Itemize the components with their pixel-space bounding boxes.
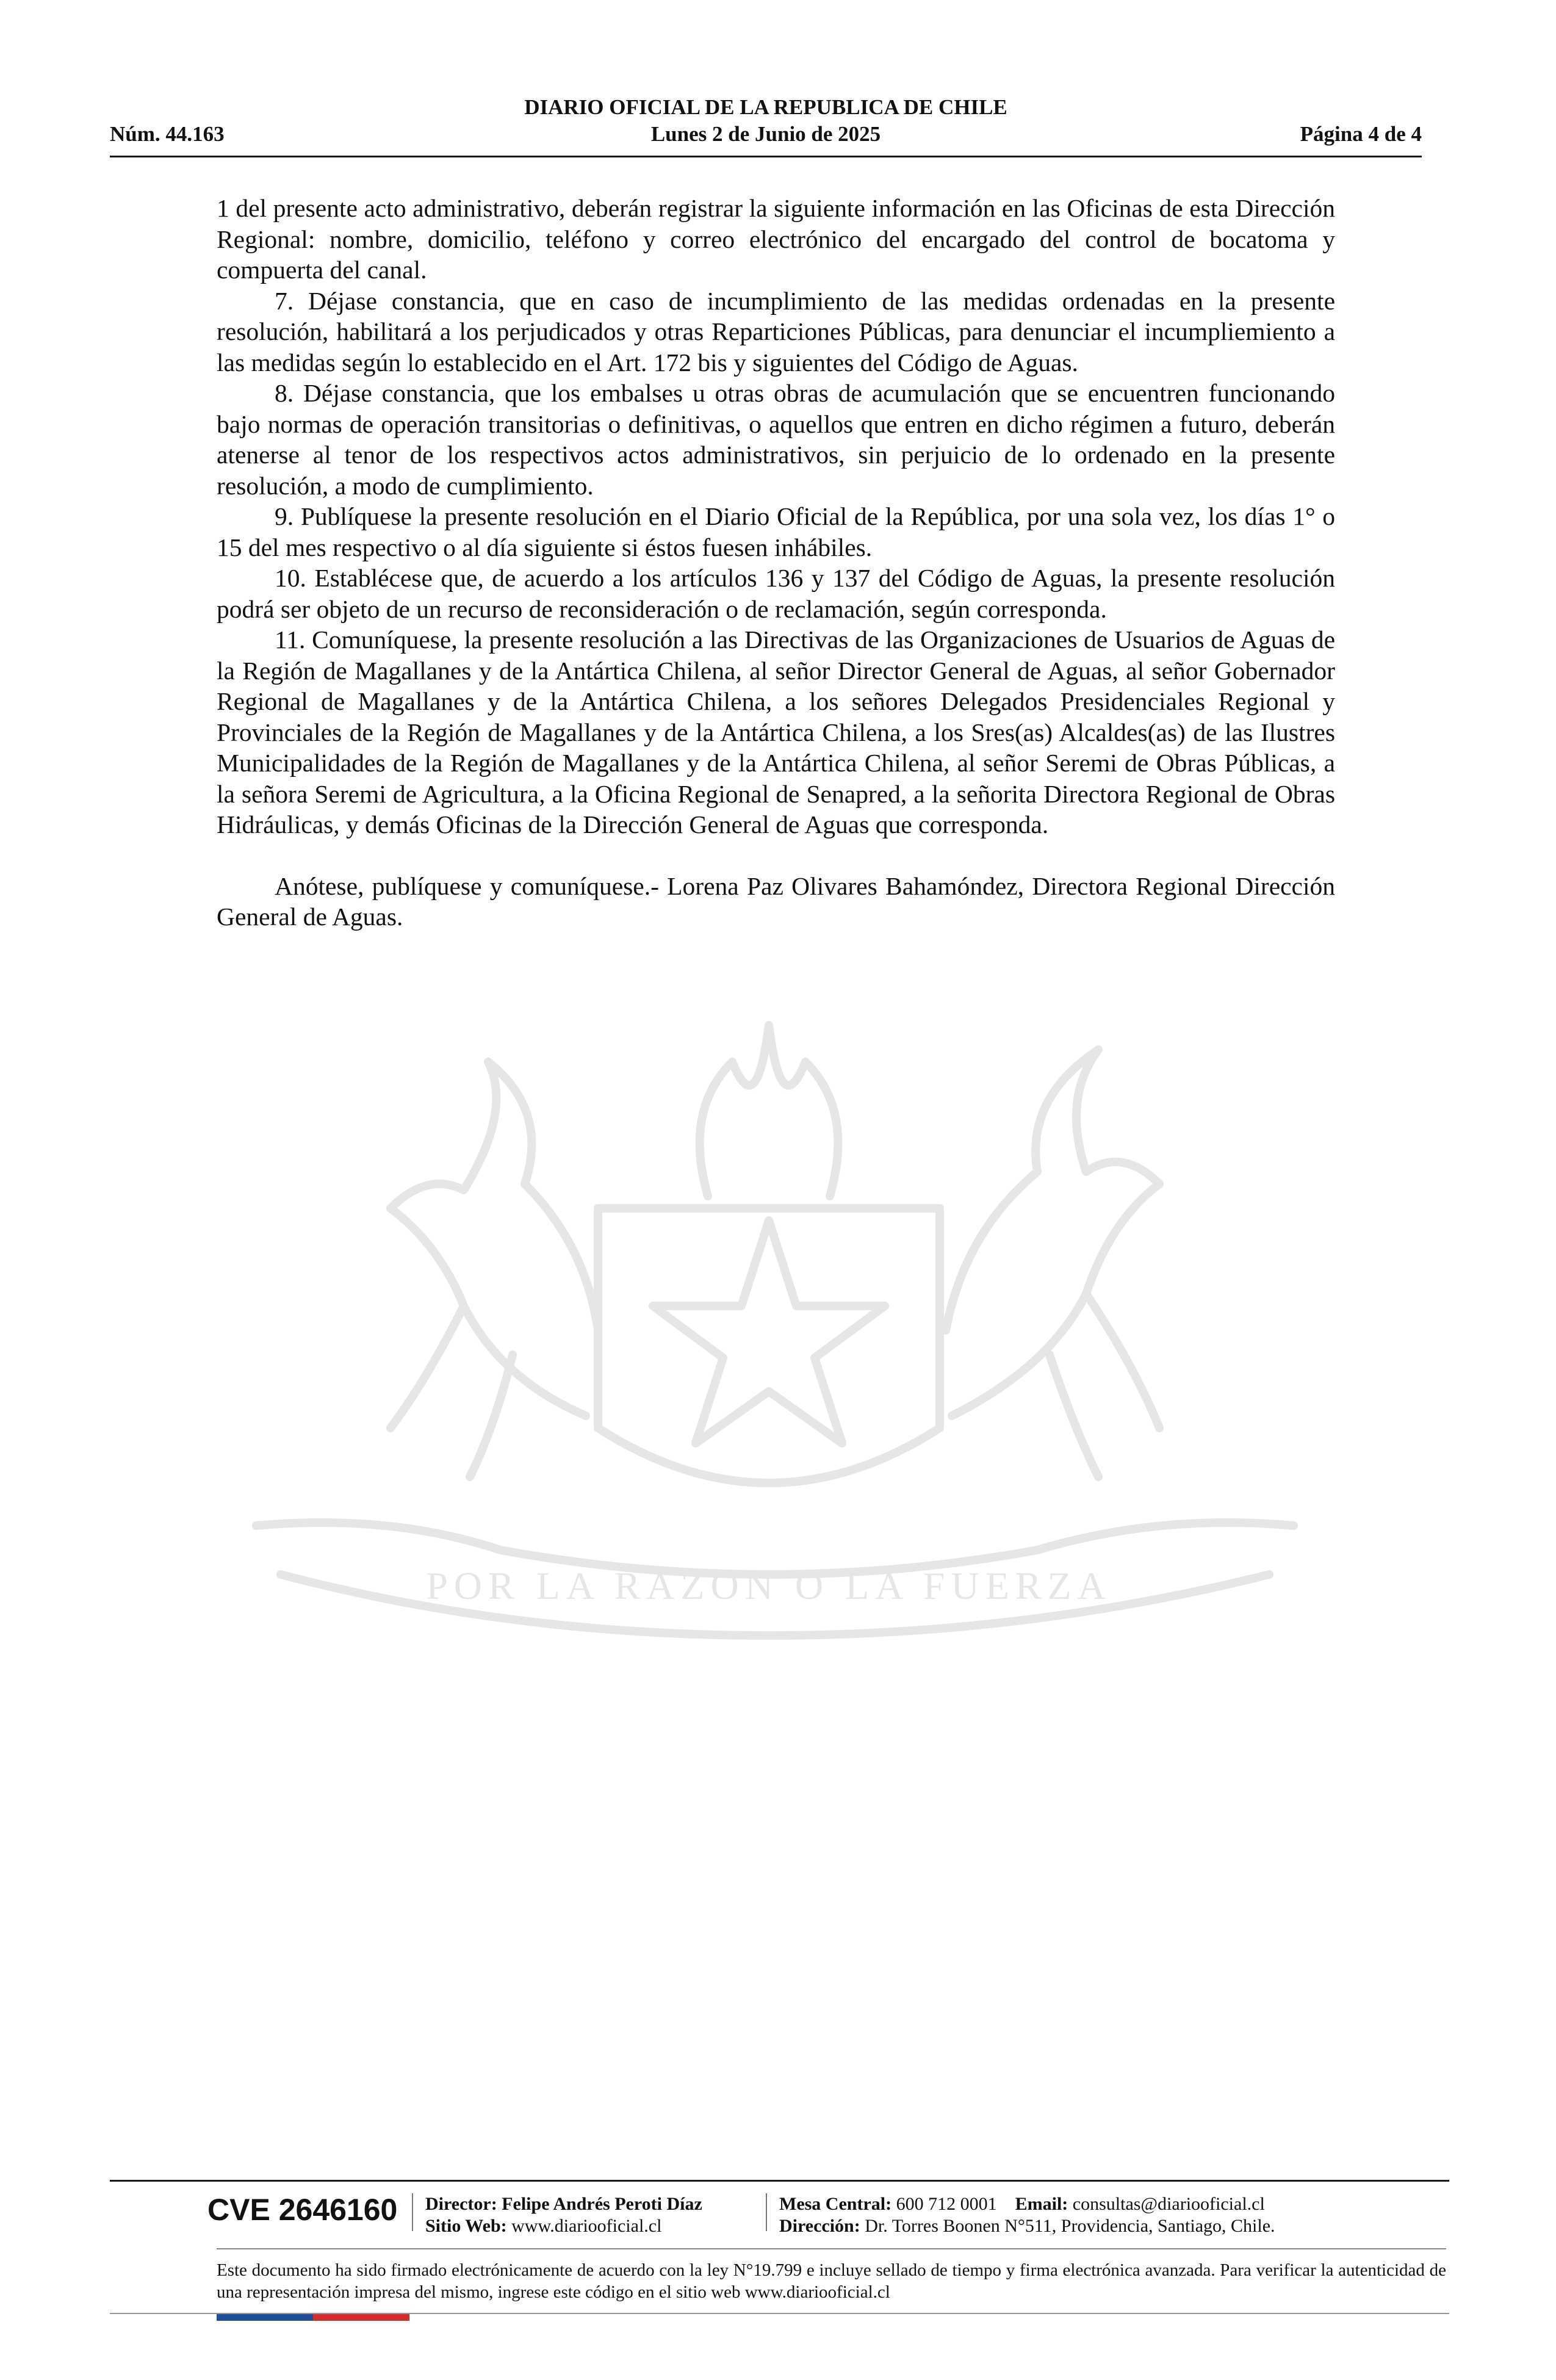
website-label: Sitio Web: <box>425 2216 507 2236</box>
page-indicator: Página 4 de 4 <box>1300 122 1422 146</box>
body-paragraph: 9. Publíquese la presente resolución en el Diario Oficial de la República, por una sola vez, los días 1° o 15 del mes respectivo o al día siguiente si éstos fuesen inhábiles. <box>217 502 1335 561</box>
footer-separator <box>766 2193 767 2231</box>
body-paragraph: 7. Déjase constancia, que en caso de incumplimiento de las medidas ordenadas en la presente resolución, habilitará a los perjudicados y otras Reparticiones Públicas, para denunciar el incumpliemiento a las medidas según lo establecido en el Art. 172 bis y siguientes del Código de Aguas. <box>217 286 1335 377</box>
newspaper-title: DIARIO OFICIAL DE LA REPUBLICA DE CHILE <box>524 95 1007 119</box>
flag-stripe-red <box>313 2314 409 2321</box>
footer-contact-block <box>779 2193 1275 2237</box>
footer-separator <box>412 2193 413 2231</box>
body-paragraph: 8. Déjase constancia, que los embalses u otras obras de acumulación que se encuentren funcionando bajo normas de operación transitorias o definitivas, o aquellos que entren en dicho régimen a futuro, deberán atenerse al tenor de los respectivos actos administrativos, sin perjuicio de lo ordenado en la presente resolución, a modo de cumplimiento. <box>217 379 1335 500</box>
flag-stripe-blue <box>217 2314 313 2321</box>
footer-divider <box>110 2180 1449 2182</box>
body-paragraph: 1 del presente acto administrativo, deberán registrar la siguiente información en las Oficinas de esta Dirección Regional: nombre, domicilio, teléfono y correo electrónico del encargado del control de bocatoma y compuerta del canal. <box>217 194 1335 284</box>
page-header <box>110 93 1422 160</box>
director-label: Director: <box>425 2194 497 2214</box>
star-icon <box>653 1221 885 1443</box>
issue-date: Lunes 2 de Junio de 2025 <box>650 122 881 146</box>
director-name: Felipe Andrés Peroti Díaz <box>502 2194 702 2214</box>
email-link[interactable]: consultas@diariooficial.cl <box>1072 2194 1265 2214</box>
cve-code: CVE 2646160 <box>207 2193 398 2227</box>
plume-shape <box>700 1025 838 1196</box>
shield-shape <box>598 1208 940 1483</box>
huemul-shape <box>391 1062 598 1416</box>
footer-inner-divider <box>217 2248 1446 2249</box>
flag-stripe <box>217 2314 409 2321</box>
header-divider <box>110 156 1422 157</box>
body-paragraph: 11. Comuníquese, la presente resolución a las Directivas de las Organizaciones de Usuarios de Aguas de la Región de Magallanes y de la Antártica Chilena, al señor Director General de Aguas, al señor Gobernador Regional de Magallanes y de la Antártica Chilena, a los señores Delegados Presidenciales Regional y Provinciales de la Región de Magallanes y de la Antártica Chilena, a los Sres(as) Alcaldes(as) de las Ilustres Municipalidades de la Región de Magallanes y de la Antártica Chilena, al señor Seremi de Obras Públicas, a la señora Seremi de Agricultura, a la Oficina Regional de Senapred, a la señorita Directora Regional de Obras Hidráulicas, y demás Oficinas de la Dirección General de Aguas que corresponda. <box>217 626 1335 838</box>
page-footer <box>110 2180 1449 2314</box>
signature-note: Este documento ha sido firmado electrónicamente de acuerdo con la ley N°19.799 e incluye sellado de tiempo y firma electrónica avanzada. Para verificar la autenticidad de una representación impresa del mismo, ingrese este código en el sitio web www.diariooficial.cl <box>217 2260 1446 2302</box>
issue-number: Núm. 44.163 <box>110 122 225 146</box>
phone-label: Mesa Central: <box>779 2194 892 2214</box>
closing-signature: Anótese, publíquese y comuníquese.- Lorena Paz Olivares Bahamóndez, Directora Regional Dirección General de Aguas. <box>217 871 1335 931</box>
address-label: Dirección: <box>779 2216 860 2236</box>
body-paragraph: 10. Establécese que, de acuerdo a los artículos 136 y 137 del Código de Aguas, la presente resolución podrá ser objeto de un recurso de reconsideración o de reclamación, según corresponda. <box>217 564 1335 623</box>
website-link[interactable]: www.diariooficial.cl <box>511 2216 662 2236</box>
document-body <box>217 193 1335 932</box>
footer-director-block <box>425 2193 702 2237</box>
email-label: Email: <box>1015 2194 1068 2214</box>
motto-text: POR LA RAZON O LA FUERZA <box>426 1564 1112 1607</box>
address-value: Dr. Torres Boonen N°511, Providencia, Santiago, Chile. <box>865 2216 1275 2236</box>
phone-value: 600 712 0001 <box>896 2194 997 2214</box>
coat-of-arms-watermark <box>207 989 1336 1660</box>
